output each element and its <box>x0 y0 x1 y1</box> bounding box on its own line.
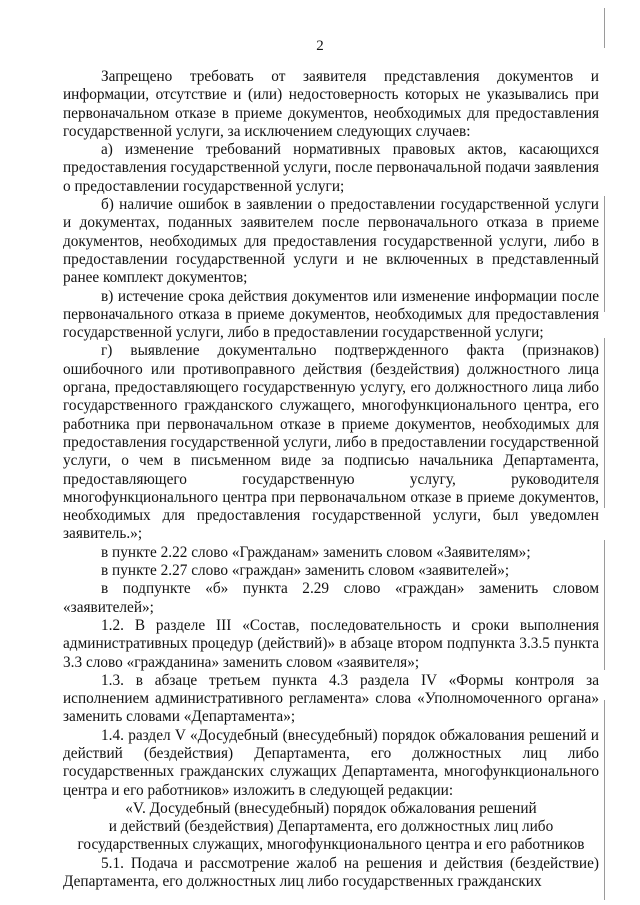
paragraph: в пункте 2.22 слово «Гражданам» заменить словом «Заявителям»; <box>101 543 531 561</box>
section-heading-line: и действий (бездействия) Департамента, его должностных лиц либо <box>108 818 554 836</box>
margin-line <box>604 8 605 48</box>
section-heading-line: «V. Досудебный (внесудебный) порядок обжалования решений <box>125 799 537 817</box>
margin-line <box>604 700 605 900</box>
paragraph: г) выявление документально подтвержденного факта (признаков) ошибочного или противоправного действия (бездействия) должностного лица органа, предоставляющего государственную услугу, его должностного лица либо государственного гражданского служащего, многофункционального центра, его работника при первоначальном отказе в приеме документов, необходимых для предоставления государственной услуги, либо в предоставлении государственной услуги, о чем в письменном виде за подписью начальника Департамента, предоставляющего государственную услугу, руководителя многофункционального центра при первоначальном отказе в приеме документов, необходимых для предоставления государственной услуги, был уведомлен заявитель.»; <box>63 342 599 543</box>
paragraph: а) изменение требований нормативных правовых актов, касающихся предоставления государственной услуги, после первоначальной подачи заявления о предоставлении государственной услуги; <box>63 141 599 195</box>
document-body <box>63 68 599 891</box>
paragraph: в) истечение срока действия документов или изменение информации после первоначального отказа в приеме документов, необходимых для предоставления государственной услуги, либо в предоставлении государственной услуги; <box>63 287 599 342</box>
paragraph: 5.1. Подача и рассмотрение жалоб на решения и действия (бездействие) Департамента, его должностных лиц либо государственных гражданских <box>63 854 599 891</box>
paragraph: 1.4. раздел V «Досудебный (внесудебный) порядок обжалования решений и действий (бездействия) Департамента, его должностных лиц либо государственных гражданских служащих Департамента, многофункционального центра и его работников» изложить в следующей редакции: <box>63 726 599 799</box>
margin-line <box>604 196 605 312</box>
margin-line <box>604 338 605 508</box>
paragraph: 1.3. в абзаце третьем пункта 4.3 раздела IV «Формы контроля за исполнением административного регламента» слова «Уполномоченного органа» заменить словами «Департамента»; <box>63 671 599 726</box>
paragraph: Запрещено требовать от заявителя представления документов и информации, отсутствие и (или) недостоверность которых не указывались при первоначальном отказе в приеме документов, необходимых для предоставления государственной услуги, за исключением следующих случаев: <box>63 68 599 140</box>
paragraph: в подпункте «б» пункта 2.29 слово «граждан» заменить словом «заявителей»; <box>63 580 599 616</box>
section-heading-line: государственных служащих, многофункционального центра и его работников <box>77 836 585 854</box>
paragraph: б) наличие ошибок в заявлении о предоставлении государственной услуги и документах, поданных заявителем после первоначального отказа в приеме документов, необходимых для предоставления государственной услуги, либо в предоставлении государственной услуги и не включенных в представленный ранее комплект документов; <box>63 196 599 287</box>
paragraph: в пункте 2.27 слово «граждан» заменить словом «заявителей»; <box>101 562 510 580</box>
paragraph: 1.2. В разделе III «Состав, последовательность и сроки выполнения административных процедур (действий)» в абзаце втором подпункта 3.3.5 пункта 3.3 слово «гражданина» заменить словом «заявителя»; <box>63 616 599 671</box>
margin-line <box>604 540 605 670</box>
page-number: 2 <box>316 38 324 54</box>
